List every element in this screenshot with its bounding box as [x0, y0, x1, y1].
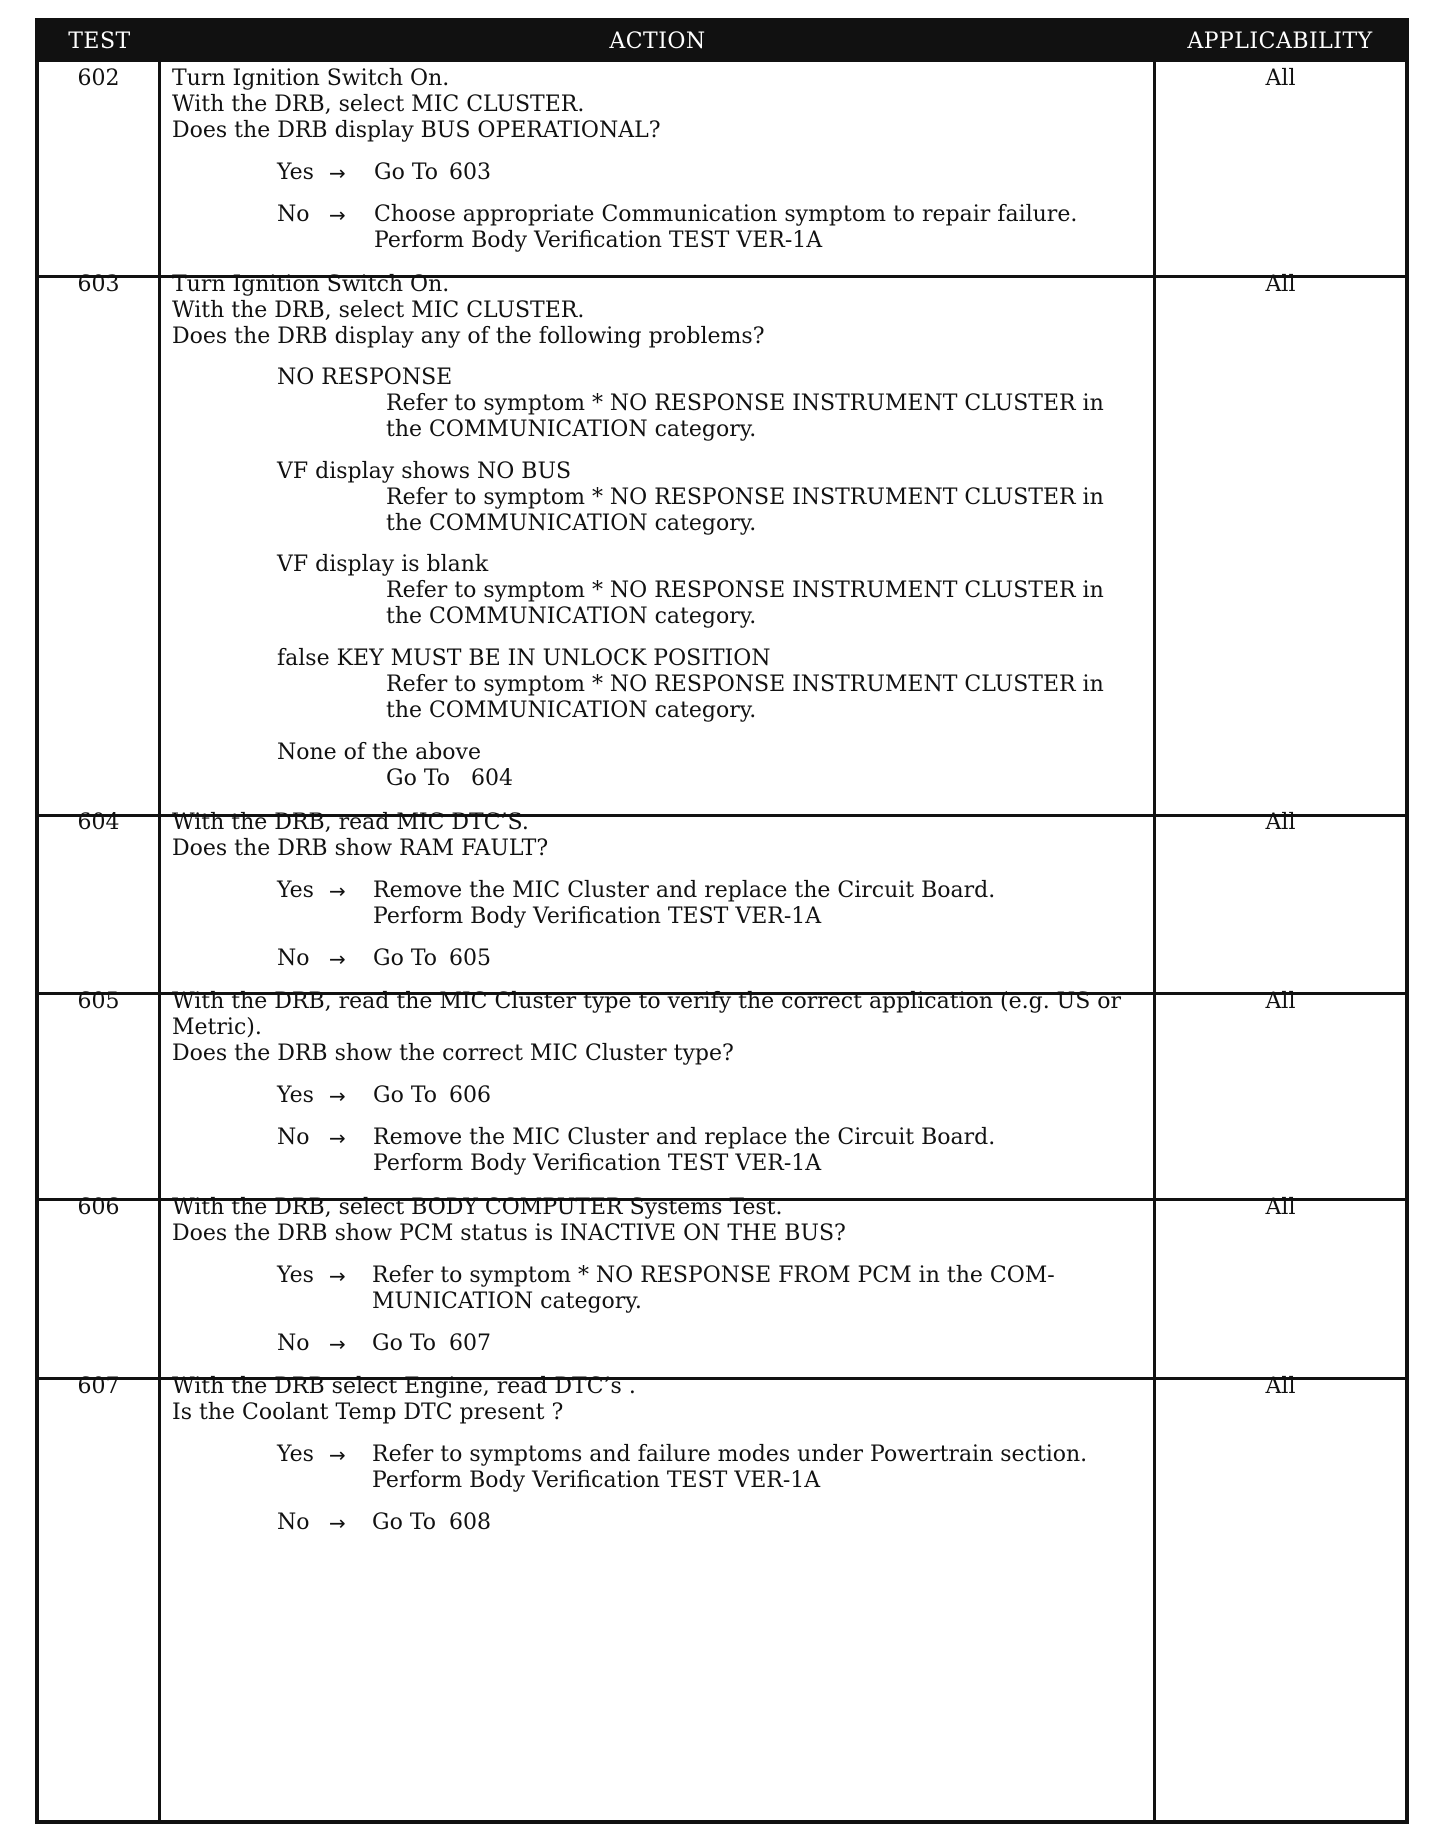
- option-result: the COMMUNICATION category.: [386, 511, 757, 536]
- applicability-value: All: [1265, 1195, 1296, 1220]
- option-label: false KEY MUST BE IN UNLOCK POSITION: [277, 646, 771, 671]
- yes-label: Yes: [277, 160, 314, 185]
- test-number: 603: [77, 272, 120, 297]
- result-text: Perform Body Verification TEST VER-1A: [374, 228, 823, 253]
- arrow-icon: →: [329, 203, 346, 227]
- applicability-value: All: [1265, 272, 1296, 297]
- option-result: Refer to symptom * NO RESPONSE INSTRUMENT CLUSTER in: [386, 578, 1104, 603]
- arrow-icon: →: [329, 161, 346, 185]
- result-text: Perform Body Verification TEST VER-1A: [373, 904, 822, 929]
- result-text: Remove the MIC Cluster and replace the Circuit Board.: [373, 1125, 996, 1150]
- no-label: No: [277, 1331, 310, 1356]
- option-label: None of the above: [277, 740, 481, 765]
- diagnostic-test-table: [35, 18, 1409, 1824]
- action-line: With the DRB, select MIC CLUSTER.: [172, 298, 585, 323]
- action-line: Does the DRB display BUS OPERATIONAL?: [172, 118, 661, 143]
- no-label: No: [277, 1510, 310, 1535]
- option-result: Refer to symptom * NO RESPONSE INSTRUMENT CLUSTER in: [386, 672, 1104, 697]
- result-text: Perform Body Verification TEST VER-1A: [372, 1468, 821, 1493]
- test-number: 604: [77, 810, 120, 835]
- action-line: Is the Coolant Temp DTC present ?: [172, 1400, 564, 1425]
- option-result: the COMMUNICATION category.: [386, 604, 757, 629]
- goto-label: Go To: [372, 1331, 437, 1356]
- goto-number: 607: [449, 1331, 491, 1356]
- action-line: Does the DRB show the correct MIC Cluster type?: [172, 1041, 734, 1066]
- test-number: 605: [77, 989, 120, 1014]
- result-text: Remove the MIC Cluster and replace the Circuit Board.: [373, 878, 996, 903]
- result-text: Perform Body Verification TEST VER-1A: [373, 1151, 822, 1176]
- action-line: Does the DRB show PCM status is INACTIVE ON THE BUS?: [172, 1221, 846, 1246]
- arrow-icon: →: [329, 947, 346, 971]
- yes-label: Yes: [277, 1442, 314, 1467]
- goto-label: Go To: [373, 1083, 438, 1108]
- yes-label: Yes: [277, 1263, 314, 1288]
- goto-number: 606: [449, 1083, 491, 1108]
- goto-label: Go To: [373, 946, 438, 971]
- no-label: No: [277, 1125, 310, 1150]
- arrow-icon: →: [329, 1126, 346, 1150]
- action-line: Metric).: [172, 1015, 262, 1040]
- option-result: Refer to symptom * NO RESPONSE INSTRUMENT CLUSTER in: [386, 485, 1104, 510]
- option-label: VF display is blank: [277, 552, 489, 577]
- action-line: Turn Ignition Switch On.: [172, 66, 450, 91]
- option-label: VF display shows NO BUS: [277, 459, 572, 484]
- header-applicability: APPLICABILITY: [1187, 29, 1373, 54]
- yes-label: Yes: [277, 1083, 314, 1108]
- action-line: Does the DRB show RAM FAULT?: [172, 836, 549, 861]
- table-header: [39, 22, 1405, 62]
- goto-number: 603: [449, 160, 491, 185]
- applicability-value: All: [1265, 66, 1296, 91]
- goto-number: 608: [449, 1510, 491, 1535]
- action-line: With the DRB, select BODY COMPUTER Systems Test.: [172, 1195, 783, 1220]
- result-text: Refer to symptom * NO RESPONSE FROM PCM in the COM-: [372, 1263, 1055, 1288]
- action-line: With the DRB select Engine, read DTC’s .: [172, 1374, 636, 1399]
- applicability-value: All: [1265, 989, 1296, 1014]
- test-number: 606: [77, 1195, 120, 1220]
- arrow-icon: →: [329, 879, 346, 903]
- goto-label: Go To: [374, 160, 439, 185]
- result-text: MUNICATION category.: [372, 1289, 642, 1314]
- arrow-icon: →: [329, 1084, 346, 1108]
- arrow-icon: →: [329, 1332, 346, 1356]
- applicability-value: All: [1265, 810, 1296, 835]
- test-number: 602: [77, 66, 120, 91]
- option-result: Go To 604: [386, 766, 513, 791]
- goto-label: Go To: [372, 1510, 437, 1535]
- column-divider: [158, 62, 161, 1820]
- arrow-icon: →: [329, 1511, 346, 1535]
- no-label: No: [277, 202, 310, 227]
- option-result: the COMMUNICATION category.: [386, 698, 757, 723]
- result-text: Refer to symptoms and failure modes under Powertrain section.: [372, 1442, 1088, 1467]
- column-divider: [1153, 62, 1156, 1820]
- yes-label: Yes: [277, 878, 314, 903]
- header-action: ACTION: [609, 29, 706, 54]
- no-label: No: [277, 946, 310, 971]
- header-test: TEST: [68, 29, 131, 54]
- option-result: Refer to symptom * NO RESPONSE INSTRUMENT CLUSTER in: [386, 391, 1104, 416]
- action-line: With the DRB, read MIC DTC’S.: [172, 810, 529, 835]
- test-number: 607: [77, 1374, 120, 1399]
- option-label: NO RESPONSE: [277, 365, 453, 390]
- option-result: the COMMUNICATION category.: [386, 417, 757, 442]
- arrow-icon: →: [329, 1264, 346, 1288]
- goto-number: 605: [449, 946, 491, 971]
- action-line: With the DRB, select MIC CLUSTER.: [172, 92, 585, 117]
- arrow-icon: →: [329, 1443, 346, 1467]
- action-line: With the DRB, read the MIC Cluster type to verify the correct application (e.g. US or: [172, 989, 1122, 1014]
- result-text: Choose appropriate Communication symptom to repair failure.: [374, 202, 1078, 227]
- action-line: Does the DRB display any of the following problems?: [172, 324, 765, 349]
- applicability-value: All: [1265, 1374, 1296, 1399]
- action-line: Turn Ignition Switch On.: [172, 272, 450, 297]
